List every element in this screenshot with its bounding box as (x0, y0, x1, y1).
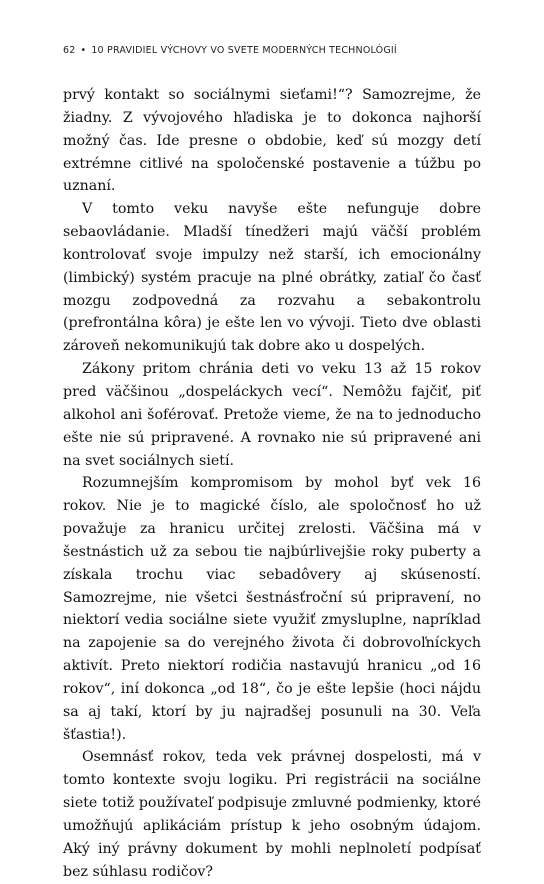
paragraph-age-16: Rozumnejším kompromisom by mohol byť vek 16 rokov. Nie je to magické číslo, ale spoločnosť ho už považuje za hranicu určitej zrelosti. Väčšina má v šestnástich už za sebou tie najbúrlivejšie roky puberty a získala trochu viac sebadôvery aj skúseností. Samozrejme, nie všetci šestnásťroční sú pripravení, no niektorí vedia sociálne siete využiť zmysluplne, napríklad na zapojenie sa do verejného života či dobrovoľníckych aktivít. Preto niektorí rodičia nastavujú hranicu „od 16 rokov“, iní dokonca „od 18“, čo je ešte lepšie (hoci nájdu sa aj takí, ktorí by ju najradšej posunuli na 30. Veľa šťastia!). (63, 475, 481, 743)
book-title: 10 PRAVIDIEL VÝCHOVY VO SVETE MODERNÝCH TECHNOLÓGIÍ (91, 45, 397, 56)
paragraph-continued: prvý kontakt so sociálnymi sieťami!“? Samozrejme, že žiadny. Z vývojového hľadiska je to dokonca najhorší možný čas. Ide presne o obdobie, keď sú mozgy detí extrémne citlivé na spoločenské postavenie a túžbu po uznaní. (63, 87, 481, 195)
page-number: 62 (63, 45, 76, 56)
header-separator: • (80, 45, 87, 56)
running-header (63, 45, 493, 56)
paragraph-age-18: Osemnásť rokov, teda vek právnej dospelosti, má v tomto kontexte svoju logiku. Pri registrácii na sociálne siete totiž používateľ podpisuje zmluvné podmienky, ktoré umožňujú aplikáciám prístup k jeho osobným údajom. Aký iný právny dokument by mohli neplnoletí podpísať bez súhlasu rodičov? (63, 749, 481, 880)
body-text (63, 84, 481, 884)
paragraph-self-control: V tomto veku navyše ešte nefunguje dobre sebaovládanie. Mladší tínedžeri majú väčší problém kontrolovať svoje impulzy než starší, ich emocionálny (limbický) systém pracuje na plné obrátky, zatiaľ čo časť mozgu zodpovedná za rozvahu a sebakontrolu (prefrontálna kôra) je ešte len vo vývoji. Tieto dve oblasti zároveň nekomunikujú tak dobre ako u dospelých. (63, 201, 481, 355)
paragraph-laws: Zákony pritom chránia deti vo veku 13 až 15 rokov pred väčšinou „dospeláckych vecí“. Nemôžu fajčiť, piť alkohol ani šoférovať. Pretože vieme, že na to jednoducho ešte nie sú pripravené. A rovnako nie sú pripravené ani na svet sociálnych sietí. (63, 361, 481, 469)
